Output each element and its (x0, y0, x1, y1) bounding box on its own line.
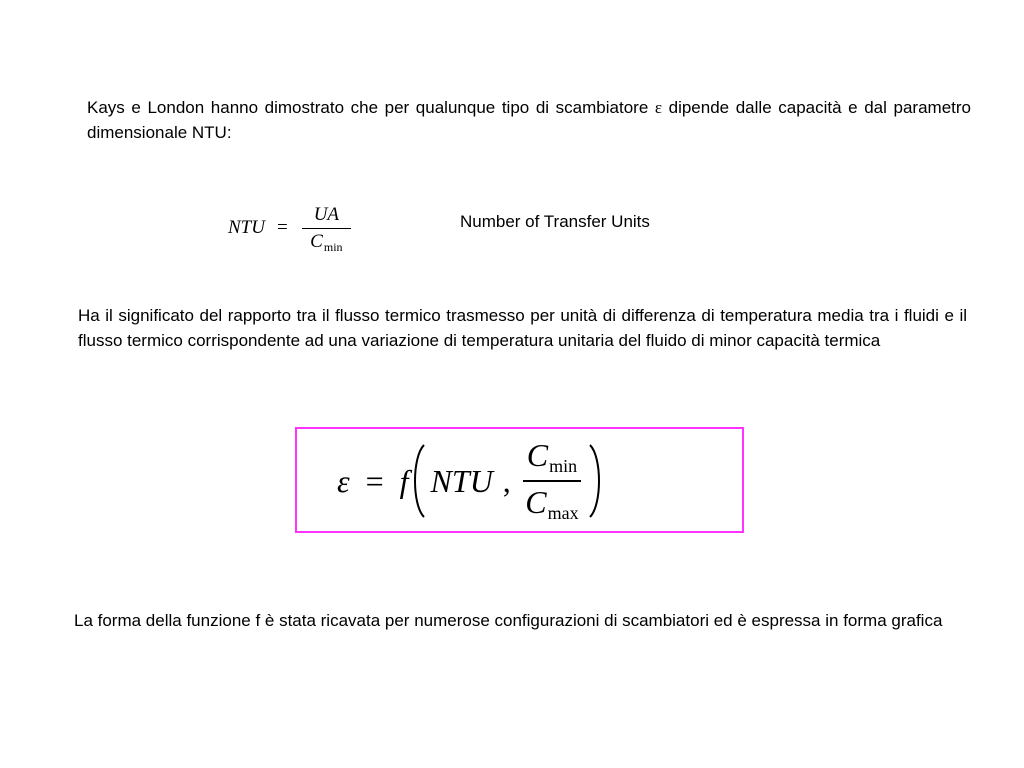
meaning-paragraph: Ha il significato del rapporto tra il flusso termico trasmesso per unità di differenza di temperatura media tra i fluidi e il flusso termico corrispondente ad una variazione di temperatura unitaria del fluido di minor capacità termica (78, 306, 967, 350)
epsilon-formula-box (295, 427, 744, 533)
right-paren-icon (587, 443, 605, 519)
numerator-symbol: C (526, 437, 549, 473)
ntu-lhs: NTU (228, 217, 265, 238)
intro-paragraph (87, 95, 971, 145)
capacity-ratio-denominator (525, 482, 578, 525)
ntu-denominator-subscript: min (323, 239, 343, 254)
conclusion-paragraph: La forma della funzione f è stata ricavata per numerose configurazioni di scambiatori ed è espressa in forma grafica (74, 611, 943, 630)
numerator-subscript: min (549, 456, 578, 476)
epsilon-lhs: ε (337, 462, 350, 499)
capacity-ratio-fraction (523, 437, 581, 525)
ntu-fraction (302, 204, 351, 253)
function-f: f (399, 462, 409, 499)
ntu-denominator (310, 229, 342, 253)
intro-text-after: dipende dalle capacità e dal parametro dimensionale NTU: (87, 98, 971, 142)
ntu-equals-sign: = (276, 217, 288, 238)
epsilon-formula (337, 439, 605, 523)
epsilon-symbol: ε (654, 98, 663, 117)
ntu-denominator-symbol: C (310, 230, 323, 252)
capacity-ratio-numerator (523, 437, 581, 482)
argument-comma: , (502, 462, 511, 499)
ntu-label: Number of Transfer Units (460, 212, 650, 231)
denominator-symbol: C (525, 484, 547, 520)
epsilon-equals-sign: = (365, 462, 384, 499)
denominator-subscript: max (547, 503, 579, 523)
ntu-formula (228, 196, 351, 260)
left-paren-icon (409, 443, 427, 519)
ntu-numerator: UA (302, 204, 351, 229)
function-arg-ntu: NTU (430, 462, 493, 499)
intro-text-before: Kays e London hanno dimostrato che per qualunque tipo di scambiatore (87, 98, 655, 117)
